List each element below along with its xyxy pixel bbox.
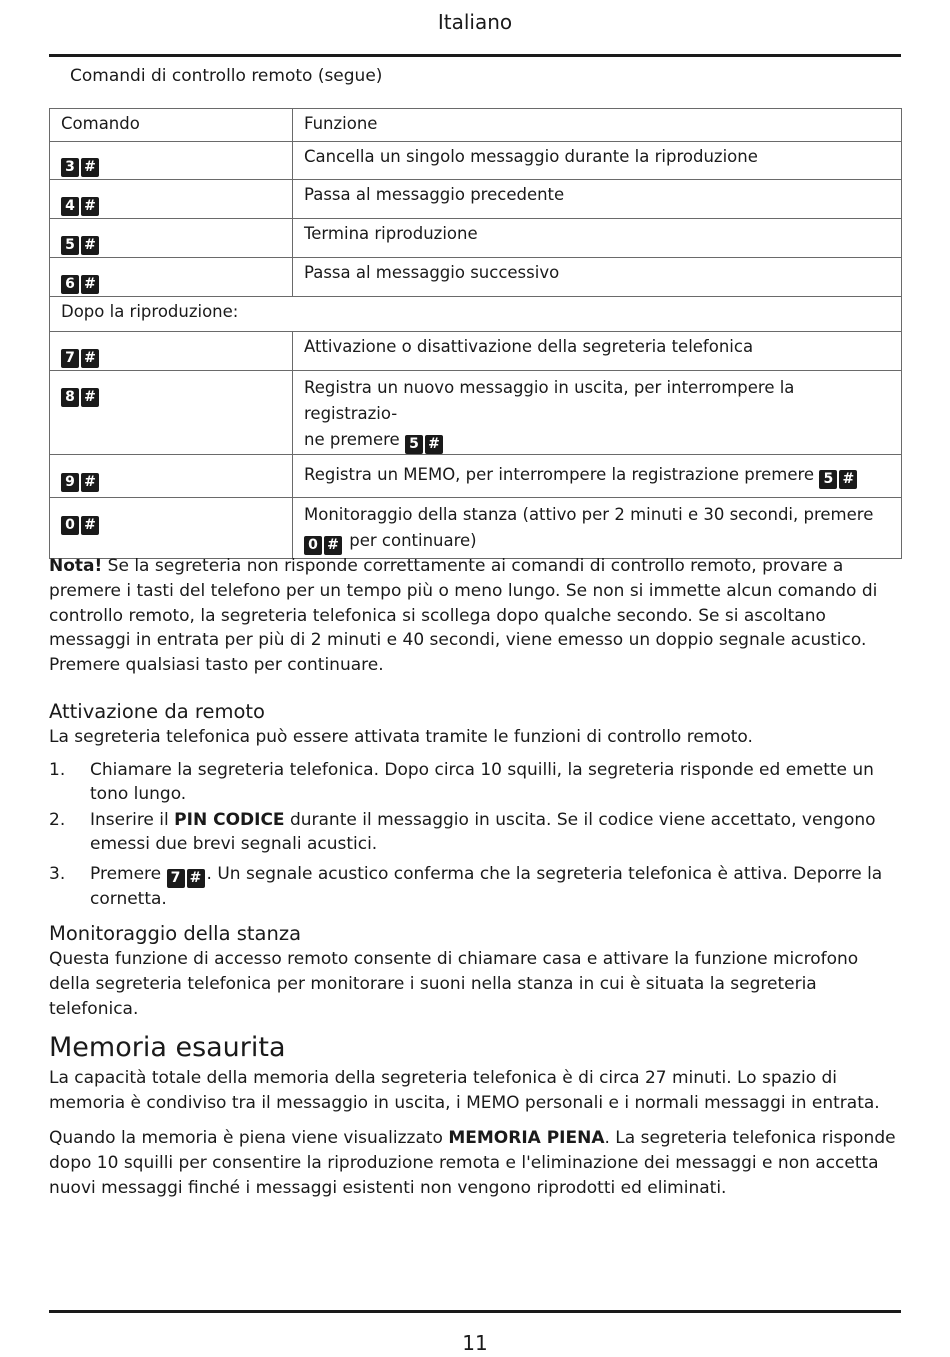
step-number: 3.	[49, 864, 66, 884]
key-0-icon: 0	[61, 516, 79, 535]
command-cell	[50, 332, 293, 371]
key-hash-icon: #	[81, 473, 99, 492]
function-cell: Termina riproduzione	[293, 219, 902, 258]
table-header-row	[50, 109, 902, 142]
column-header-function: Funzione	[293, 109, 902, 142]
key-hash-icon: #	[81, 158, 99, 177]
monitoraggio-text: Questa funzione di accesso remoto consente di chiamare casa e attivare la funzione microfono della segreteria telefonica per monitorare i suoni nella stanza in cui è situata la segreteria telefonica.	[49, 949, 859, 1019]
function-cell	[293, 371, 902, 455]
function-text: Monitoraggio della stanza (attivo per 2 minuti e 30 secondi, premere	[304, 505, 874, 524]
key-hash-icon: #	[324, 536, 342, 555]
section-heading-attivazione: Attivazione da remoto	[49, 700, 265, 723]
table-row	[50, 180, 902, 219]
list-item	[49, 863, 902, 912]
key-5-icon: 5	[405, 435, 423, 454]
attivazione-intro: La segreteria telefonica può essere attivata tramite le funzioni di controllo remoto.	[49, 727, 753, 747]
function-cell	[293, 455, 902, 498]
attivazione-steps	[49, 759, 902, 912]
step-text: . Un segnale acustico conferma che la segreteria telefonica è attiva. Deporre la cornetta.	[90, 864, 883, 909]
section-heading-monitoraggio: Monitoraggio della stanza	[49, 922, 302, 945]
key-9-icon: 9	[61, 473, 79, 492]
table-row	[50, 332, 902, 371]
section-label: Dopo la riproduzione:	[50, 297, 902, 332]
function-cell	[293, 498, 902, 559]
table-row	[50, 258, 902, 297]
key-hash-icon: #	[187, 869, 205, 888]
function-cell: Cancella un singolo messaggio durante la riproduzione	[293, 142, 902, 180]
function-text: Registra un nuovo messaggio in uscita, per interrompere la registrazio-	[304, 378, 795, 423]
key-hash-icon: #	[839, 470, 857, 489]
key-hash-icon: #	[81, 388, 99, 407]
step-text: durante il messaggio in uscita. Se il codice viene accettato, vengono emessi due brevi segnali acustici.	[90, 810, 876, 854]
key-5-icon: 5	[819, 470, 837, 489]
table-caption: Comandi di controllo remoto (segue)	[70, 66, 383, 86]
table-row	[50, 142, 902, 180]
key-8-icon: 8	[61, 388, 79, 407]
table-row	[50, 498, 902, 559]
step-text: Inserire il	[90, 810, 169, 830]
pin-code-label: PIN CODICE	[174, 810, 285, 830]
column-header-command: Comando	[50, 109, 293, 142]
page-number: 11	[462, 1331, 488, 1355]
step-number: 1.	[49, 760, 66, 780]
key-hash-icon: #	[425, 435, 443, 454]
nota-paragraph	[49, 554, 902, 678]
table-row	[50, 455, 902, 498]
step-number: 2.	[49, 810, 66, 830]
function-text: ne premere	[304, 430, 400, 449]
memoria-paragraph-2	[49, 1126, 902, 1200]
function-text: per continuare)	[349, 531, 477, 550]
key-7-icon: 7	[167, 869, 185, 888]
page-header-title: Italiano	[437, 10, 513, 34]
command-cell	[50, 219, 293, 258]
function-cell: Passa al messaggio precedente	[293, 180, 902, 219]
key-5-icon: 5	[61, 236, 79, 255]
header-rule	[49, 54, 901, 57]
key-hash-icon: #	[81, 516, 99, 535]
list-item	[49, 759, 902, 806]
key-hash-icon: #	[81, 236, 99, 255]
section-row	[50, 297, 902, 332]
command-cell	[50, 258, 293, 297]
memoria-paragraph-1: La capacità totale della memoria della segreteria telefonica è di circa 27 minuti. Lo spazio di memoria è condiviso tra il messaggio in uscita, i MEMO personali e i normali messaggi in entrata.	[49, 1068, 880, 1113]
function-cell: Passa al messaggio successivo	[293, 258, 902, 297]
footer-rule	[49, 1310, 901, 1313]
table-row	[50, 371, 902, 455]
command-cell	[50, 455, 293, 498]
key-hash-icon: #	[81, 275, 99, 294]
memoria-text: . La segreteria telefonica risponde dopo 10 squilli per consentire la riproduzione remota e l'eliminazione dei messaggi e non accetta nuovi messaggi finché i messaggi esistenti non vengono riprodotti ed eliminati.	[49, 1128, 896, 1198]
key-hash-icon: #	[81, 349, 99, 368]
key-4-icon: 4	[61, 197, 79, 216]
command-cell	[50, 371, 293, 455]
key-hash-icon: #	[81, 197, 99, 216]
memoria-text: Quando la memoria è piena viene visualizzato	[49, 1128, 443, 1148]
command-cell	[50, 142, 293, 180]
function-text: Registra un MEMO, per interrompere la registrazione premere	[304, 465, 815, 484]
command-cell	[50, 498, 293, 559]
key-0-icon: 0	[304, 536, 322, 555]
key-6-icon: 6	[61, 275, 79, 294]
table-row	[50, 219, 902, 258]
function-cell: Attivazione o disattivazione della segreteria telefonica	[293, 332, 902, 371]
key-7-icon: 7	[61, 349, 79, 368]
nota-text: Se la segreteria non risponde correttamente ai comandi di controllo remoto, provare a premere i tasti del telefono per un tempo più o meno lungo. Se non si immette alcun comando di controllo remoto, la segreteria telefonica si scollega dopo qualche secondo. Se si ascoltano messaggi in entrata per più di 2 minuti e 40 secondi, viene emesso un doppio segnale acustico. Premere qualsiasi tasto per continuare.	[49, 556, 878, 676]
section-heading-memoria: Memoria esaurita	[49, 1032, 286, 1063]
step-text: Chiamare la segreteria telefonica. Dopo circa 10 squilli, la segreteria risponde ed emette un tono lungo.	[90, 760, 874, 804]
list-item	[49, 809, 902, 856]
memoria-piena-label: MEMORIA PIENA	[448, 1128, 605, 1148]
key-3-icon: 3	[61, 158, 79, 177]
nota-label: Nota!	[49, 556, 103, 576]
step-text: Premere	[90, 864, 162, 884]
command-cell	[50, 180, 293, 219]
remote-commands-table	[49, 108, 902, 559]
